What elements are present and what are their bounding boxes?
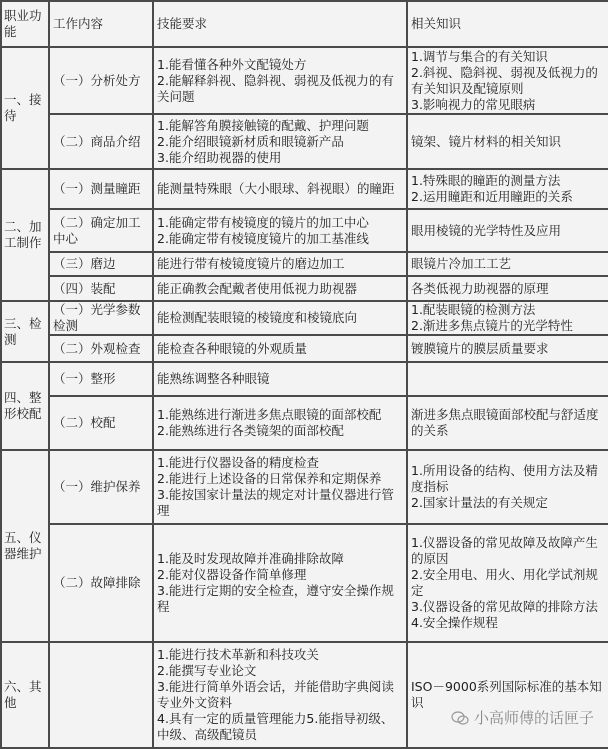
work-content: （一）测量瞳距 xyxy=(53,181,141,196)
skill-cell xyxy=(153,450,407,524)
table-row xyxy=(1,362,608,396)
table-row xyxy=(1,169,608,209)
work-content-cell xyxy=(49,642,153,748)
skill-item: 1.能进行仪器设备的精度检查 xyxy=(157,455,319,470)
section-label: 三、检测 xyxy=(4,315,42,347)
skill-item: 2.能对仪器设备作简单修理 xyxy=(157,567,307,582)
knowledge-item: 2.斜视、隐斜视、弱视及低视力的有关知识及配镜原则 xyxy=(411,64,598,96)
work-content: （一）维护保养 xyxy=(53,479,141,494)
knowledge-item: ISO－9000系列国际标准的基本知识 xyxy=(411,679,602,710)
section-cell xyxy=(1,301,49,362)
skill-item: 能正确教会配戴者使用低视力助视器 xyxy=(157,280,358,296)
work-content-cell xyxy=(49,47,153,114)
knowledge-item: 眼用棱镜的光学特性及应用 xyxy=(411,222,562,238)
skill-item: 3.能进行定期的安全检查，遵守安全操作规程 xyxy=(157,583,394,614)
header-related-knowledge: 相关知识 xyxy=(407,1,608,47)
header-function: 职业功能 xyxy=(1,1,49,47)
knowledge-cell xyxy=(407,169,608,209)
watermark-text: 小高师傅的话匣子 xyxy=(473,709,594,727)
knowledge-item: 1.调节与集合的有关知识 xyxy=(411,48,548,64)
header-work-content: 工作内容 xyxy=(49,1,153,47)
skill-item: 能检查各种眼镜的外观质量 xyxy=(157,340,308,356)
knowledge-cell xyxy=(407,335,608,362)
skill-cell xyxy=(153,47,407,114)
section-cell xyxy=(1,642,49,748)
knowledge-cell xyxy=(407,276,608,301)
skill-item: 能测量特殊眼（大小眼球、斜视眼）的瞳距 xyxy=(157,181,395,196)
knowledge-cell xyxy=(407,209,608,252)
work-content-cell xyxy=(49,114,153,169)
skill-item: 1.能确定带有棱镜度的镜片的加工中心 xyxy=(157,214,369,230)
knowledge-cell xyxy=(407,396,608,450)
knowledge-item: 1.所用设备的结构、使用方法及精度指标 xyxy=(411,463,598,494)
knowledge-item: 2.安全用电、用火、用化学试剂规定 xyxy=(411,567,598,598)
skill-item: 1.能看懂各种外文配镜处方 xyxy=(157,56,307,72)
work-content: （一）整形 xyxy=(53,371,116,386)
skill-cell xyxy=(153,642,407,748)
knowledge-cell xyxy=(407,524,608,642)
skill-cell xyxy=(153,276,407,301)
knowledge-item: 镀膜镜片的膜层质量要求 xyxy=(411,340,549,356)
skill-cell xyxy=(153,301,407,335)
skill-item: 1.能熟练进行渐进多焦点眼镜的面部校配 xyxy=(157,407,382,422)
table-row xyxy=(1,276,608,301)
table-row xyxy=(1,47,608,114)
skill-cell xyxy=(153,396,407,450)
table-row xyxy=(1,252,608,276)
work-content-cell xyxy=(49,276,153,301)
section-label: 六、其他 xyxy=(4,679,42,710)
section-cell xyxy=(1,362,49,450)
skill-item: 2.能确定带有棱镜度镜片的加工基准线 xyxy=(157,230,369,246)
work-content-cell xyxy=(49,362,153,396)
skill-item: 4.具有一定的质量管理能力5.能指导初级、中级、高级配镜员 xyxy=(157,711,394,742)
skill-cell xyxy=(153,335,407,362)
knowledge-cell xyxy=(407,114,608,169)
skill-cell xyxy=(153,362,407,396)
work-content-cell xyxy=(49,450,153,524)
skill-cell xyxy=(153,524,407,642)
knowledge-item: 1.配装眼镜的检测方法 xyxy=(411,302,536,317)
skill-item: 1.能进行技术革新和科技攻关 xyxy=(157,647,319,662)
work-content: （二）确定加工中心 xyxy=(53,214,141,246)
knowledge-item: 眼镜片冷加工工艺 xyxy=(411,256,512,271)
knowledge-item: 渐进多焦点眼镜面部校配与舒适度的关系 xyxy=(411,407,599,438)
skill-item: 能进行带有棱镜度镜片的磨边加工 xyxy=(157,256,345,271)
table-row xyxy=(1,335,608,362)
knowledge-item: 3.影响视力的常见眼病 xyxy=(411,96,536,112)
section-cell xyxy=(1,169,49,301)
work-content: （一）光学参数检测 xyxy=(53,302,141,333)
skill-cell xyxy=(153,169,407,209)
work-content: （四）装配 xyxy=(53,280,116,296)
table-row xyxy=(1,524,608,642)
work-content-cell xyxy=(49,524,153,642)
skill-item: 2.能介绍眼镜新材质和眼镜新产品 xyxy=(157,133,344,149)
knowledge-cell xyxy=(407,301,608,335)
work-content: （二）商品介绍 xyxy=(53,133,141,149)
skill-item: 1.能解答角膜接触镜的配戴、护理问题 xyxy=(157,117,369,133)
knowledge-item: 2.国家计量法的有关规定 xyxy=(411,495,548,510)
section-label: 四、整形校配 xyxy=(4,390,42,421)
section-label: 二、加工制作 xyxy=(4,219,42,250)
knowledge-item: 4.安全操作规程 xyxy=(411,615,498,630)
work-content-cell xyxy=(49,396,153,450)
knowledge-cell xyxy=(407,47,608,114)
section-label: 一、接待 xyxy=(4,92,42,123)
knowledge-item: 3.仪器设备的常见故障的排除方法 xyxy=(411,599,598,614)
work-content-cell xyxy=(49,252,153,276)
header-row xyxy=(1,1,608,47)
work-content-cell xyxy=(49,169,153,209)
skill-item: 3.能按国家计量法的规定对计量仪器进行管理 xyxy=(157,487,394,518)
knowledge-item: 镜架、镜片材料的相关知识 xyxy=(411,133,562,149)
knowledge-item: 2.渐进多焦点镜片的光学特性 xyxy=(411,318,573,333)
knowledge-item: 1.仪器设备的常见故障及故障产生的原因 xyxy=(411,535,598,566)
table-row xyxy=(1,642,608,748)
table-row xyxy=(1,450,608,524)
watermark xyxy=(450,707,594,728)
skill-item: 2.能撰写专业论文 xyxy=(157,663,257,678)
work-content-cell xyxy=(49,335,153,362)
work-content: （三）磨边 xyxy=(53,256,116,271)
work-content: （二）外观检查 xyxy=(53,340,141,356)
wechat-icon xyxy=(450,710,470,726)
work-content: （二）校配 xyxy=(53,415,116,430)
skill-cell xyxy=(153,252,407,276)
header-skill-requirements: 技能要求 xyxy=(153,1,407,47)
section-cell xyxy=(1,47,49,169)
skill-cell xyxy=(153,209,407,252)
skill-item: 2.能熟练进行各类镜架的面部校配 xyxy=(157,423,344,438)
table-row xyxy=(1,396,608,450)
skill-item: 3.能介绍助视器的使用 xyxy=(157,149,282,165)
knowledge-item: 各类低视力助视器的原理 xyxy=(411,280,549,296)
skill-item: 能检测配装眼镜的棱镜度和棱镜底向 xyxy=(157,310,358,325)
section-label: 五、仪器维护 xyxy=(4,530,42,561)
knowledge-cell xyxy=(407,642,608,748)
table-row xyxy=(1,114,608,169)
knowledge-item: 1.特殊眼的瞳距的测量方法 xyxy=(411,173,561,188)
skill-item: 2.能进行上述设备的日常保养和定期保养 xyxy=(157,471,382,486)
knowledge-item: 2.运用瞳距和近用瞳距的关系 xyxy=(411,189,573,204)
skill-item: 能熟练调整各种眼镜 xyxy=(157,371,270,386)
skill-item: 1.能及时发现故障并准确排除故障 xyxy=(157,551,344,566)
work-content-cell xyxy=(49,301,153,335)
skill-item: 3.能进行简单外语会话，并能借助字典阅读专业外文资料 xyxy=(157,679,394,710)
table-row xyxy=(1,209,608,252)
skill-item: 2.能解释斜视、隐斜视、弱视及低视力的有关问题 xyxy=(157,72,394,104)
table-row xyxy=(1,301,608,335)
knowledge-cell xyxy=(407,362,608,396)
section-cell xyxy=(1,450,49,642)
work-content: （一）分析处方 xyxy=(53,72,141,88)
work-content: （二）故障排除 xyxy=(53,575,141,590)
skill-cell xyxy=(153,114,407,169)
knowledge-cell xyxy=(407,252,608,276)
knowledge-cell xyxy=(407,450,608,524)
work-content-cell xyxy=(49,209,153,252)
